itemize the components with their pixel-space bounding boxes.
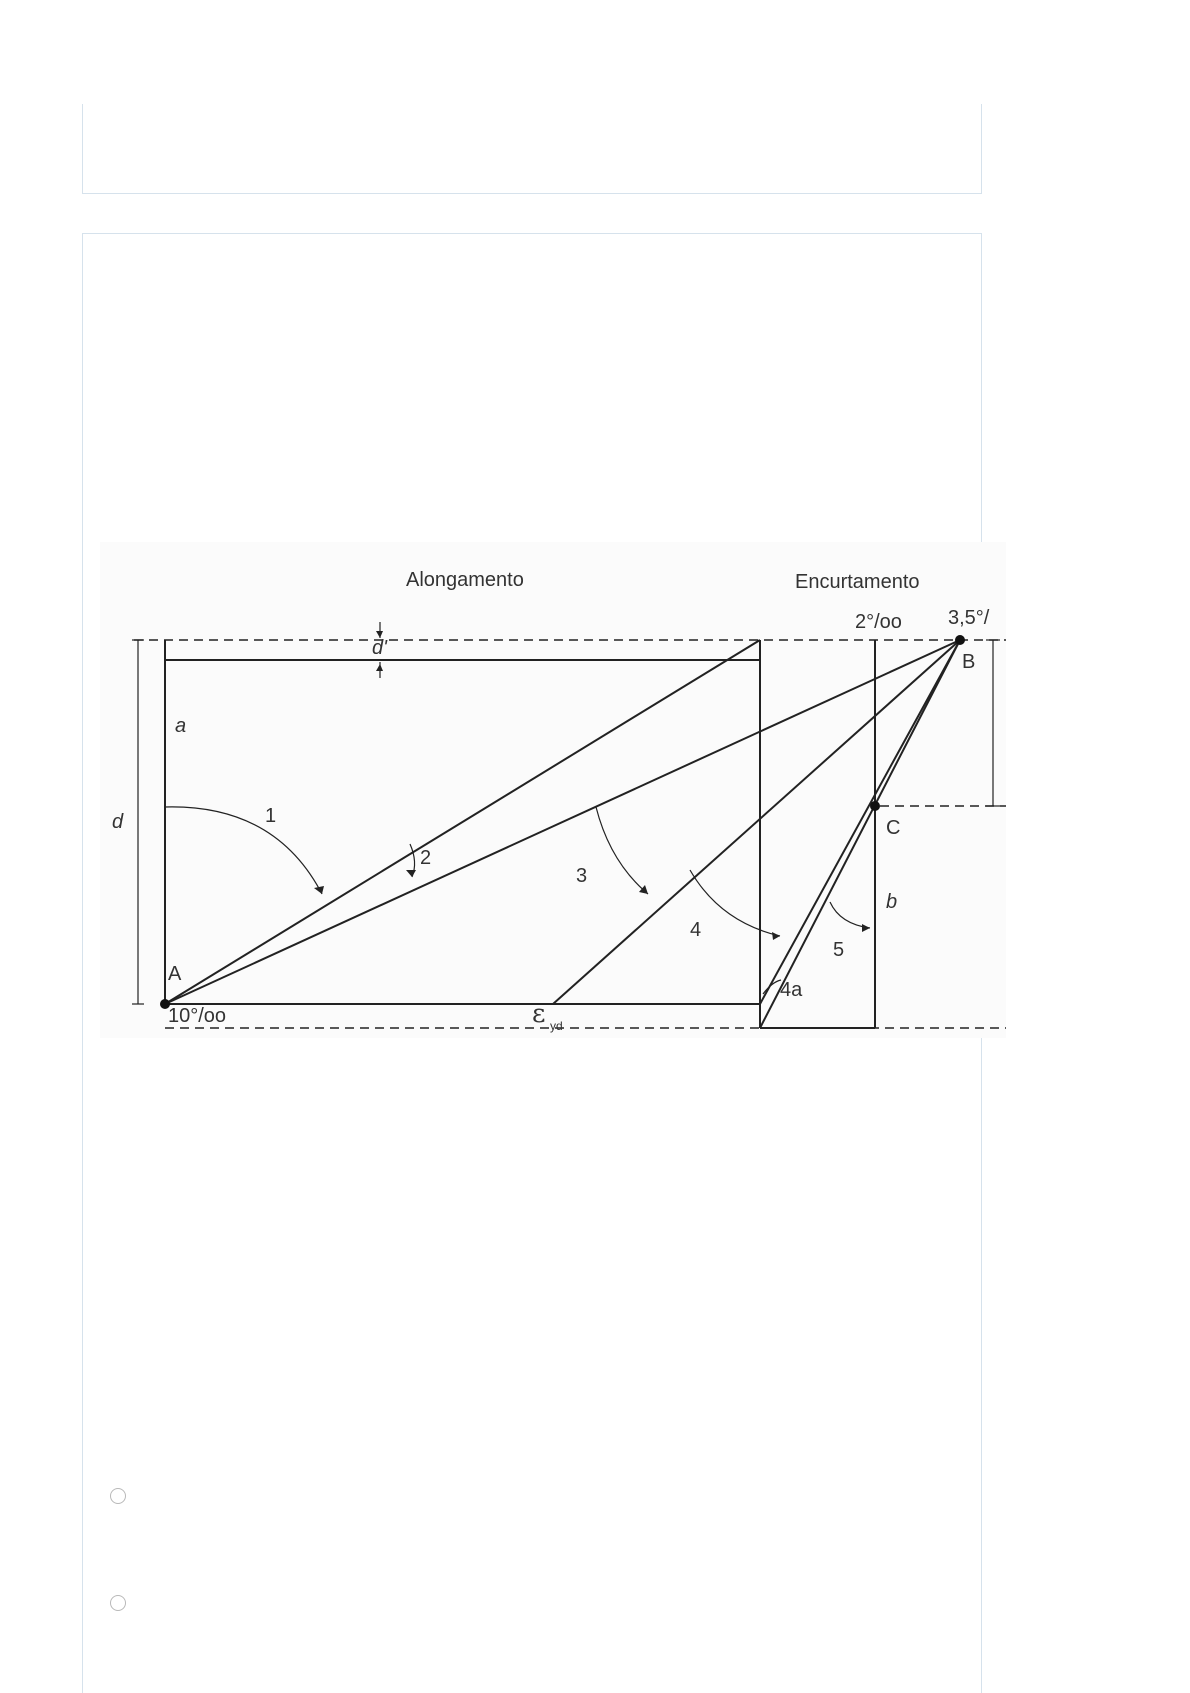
point-c-dot (870, 801, 880, 811)
heading-encurtamento: Encurtamento (795, 571, 920, 593)
domain-4a-label: 4a (780, 979, 803, 1001)
domain-3-arc (596, 807, 648, 894)
line-b-to-bottom (760, 640, 960, 1028)
answer-option-radio-1[interactable] (110, 1488, 126, 1504)
previous-question-card (82, 104, 982, 194)
domain-1-label: 1 (265, 805, 277, 827)
strain-2-label: 2°/oo (855, 611, 902, 633)
strain-10-label: 10°/oo (168, 1005, 227, 1027)
domain-2-label: 2 (420, 847, 432, 869)
epsilon-yd-symbol: ε (532, 999, 546, 1029)
domain-1-arc (165, 807, 322, 894)
domain-3-label: 3 (576, 865, 588, 887)
a-label: a (175, 715, 187, 737)
strain-35-label: 3,5°/ (948, 607, 990, 629)
b-label: b (886, 891, 898, 913)
point-c-label: C (886, 817, 901, 839)
point-b-label: B (962, 651, 976, 673)
d-prime-label: d' (372, 637, 387, 659)
answer-option-radio-2[interactable] (110, 1595, 126, 1611)
point-a-label: A (168, 963, 182, 985)
point-b-dot (955, 635, 965, 645)
strain-domains-figure (100, 542, 1006, 1038)
domain-4-arc (690, 870, 780, 936)
d-label: d (112, 811, 124, 833)
epsilon-yd-subscript: yd (550, 1019, 563, 1033)
strain-domains-diagram (100, 542, 1006, 1038)
domain-5-label: 5 (833, 939, 845, 961)
line-b-to-c (760, 640, 960, 1004)
heading-alongamento: Alongamento (406, 569, 524, 591)
line-a-to-top (165, 640, 760, 1004)
domain-5-arc (830, 902, 870, 928)
domain-4-label: 4 (690, 919, 702, 941)
